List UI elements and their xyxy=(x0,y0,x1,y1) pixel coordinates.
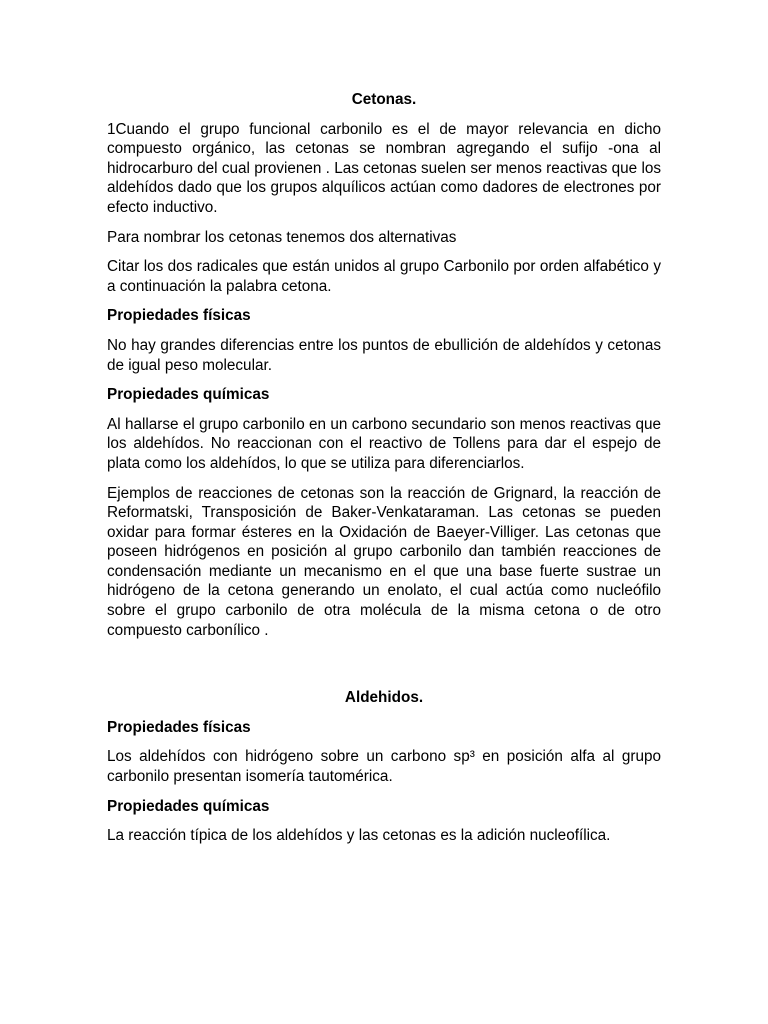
ketones-naming-rule-paragraph: Citar los dos radicales que están unidos al grupo Carbonilo por orden alfabético y a continuación la palabra cetona. xyxy=(107,258,661,295)
ketones-chemical-properties-paragraph: Al hallarse el grupo carbonilo en un carbono secundario son menos reactivas que los aldehídos. No reaccionan con el reactivo de Tollens para dar el espejo de plata como los aldehídos, lo que se utiliza para diferenciarlos. xyxy=(107,415,661,472)
aldehydes-physical-properties-paragraph: Los aldehídos con hidrógeno sobre un carbono sp³ en posición alfa al grupo carbonilo presentan isomería tautomérica. xyxy=(107,748,661,786)
ketones-title: Cetonas. xyxy=(351,91,417,108)
aldehydes-chemical-properties-heading: Propiedades químicas xyxy=(107,797,270,815)
ketones-chemical-properties-heading: Propiedades químicas xyxy=(107,386,270,404)
ketones-naming-intro-paragraph: Para nombrar los cetonas tenemos dos alternativas xyxy=(107,228,457,246)
ketones-section xyxy=(107,90,661,640)
ketones-physical-properties-heading: Propiedades físicas xyxy=(107,307,251,325)
ketones-intro-paragraph: 1Cuando el grupo funcional carbonilo es el de mayor relevancia en dicho compuesto orgánico, las cetonas se nombran agregando el sufijo -ona al hidrocarburo del cual provienen . Las cetonas suelen ser menos reactivas que los aldehídos dado que los grupos alquílicos actúan como dadores de electrones por efecto inductivo. xyxy=(107,120,661,216)
aldehydes-chemical-properties-paragraph: La reacción típica de los aldehídos y las cetonas es la adición nucleofílica. xyxy=(107,827,611,845)
aldehydes-section xyxy=(107,688,661,846)
ketones-physical-properties-paragraph: No hay grandes diferencias entre los puntos de ebullición de aldehídos y cetonas de igual peso molecular. xyxy=(107,336,661,374)
section-spacer xyxy=(107,650,661,688)
aldehydes-physical-properties-heading: Propiedades físicas xyxy=(107,718,251,736)
ketones-reactions-paragraph: Ejemplos de reacciones de cetonas son la reacción de Grignard, la reacción de Reformatski, Transposición de Baker-Venkataraman. Las cetonas se pueden oxidar para formar ésteres en la Oxidación de Baeyer-Villiger. Las cetonas que poseen hidrógenos en posición al grupo carbonilo dan también reacciones de condensación mediante un mecanismo en el que una base fuerte sustrae un hidrógeno de la cetona generando un enolato, el cual actúa como nucleófilo sobre el grupo carbonilo de otra molécula de la misma cetona o de otro compuesto carbonílico . xyxy=(107,484,661,639)
aldehydes-title: Aldehidos. xyxy=(344,689,424,707)
